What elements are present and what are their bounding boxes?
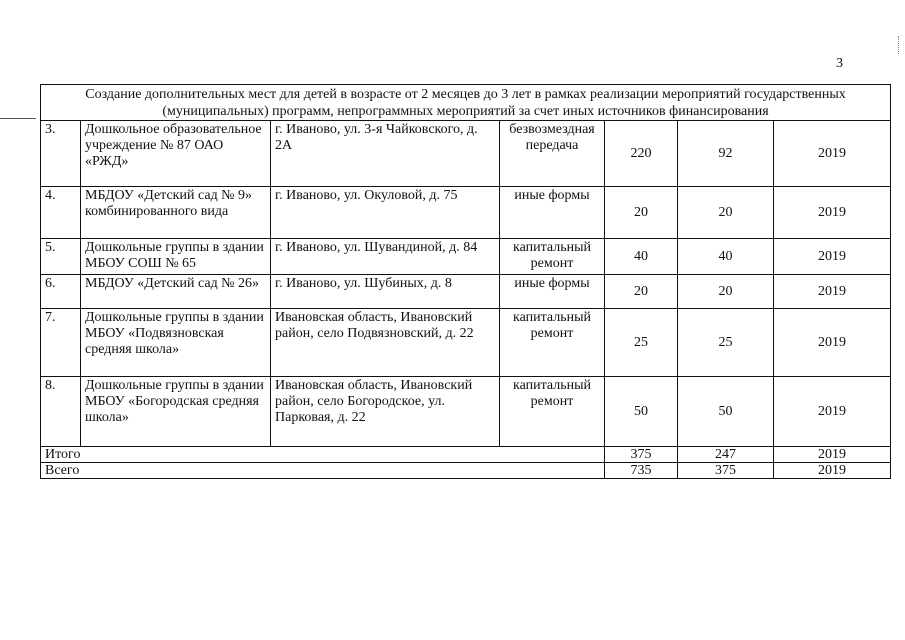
creation-form: иные формы (500, 187, 605, 239)
places-total: 220 (605, 121, 678, 187)
places-young: 40 (678, 239, 774, 275)
institution-name: Дошкольные группы в здании МБОУ «Богородская средняя школа» (81, 377, 271, 447)
margin-mark (0, 118, 36, 119)
row-number: 4. (41, 187, 81, 239)
table-row (41, 187, 891, 239)
total-year: 2019 (774, 463, 891, 479)
row-number: 5. (41, 239, 81, 275)
places-young: 50 (678, 377, 774, 447)
table-row (41, 377, 891, 447)
creation-form: капитальный ремонт (500, 309, 605, 377)
subtotal-year: 2019 (774, 447, 891, 463)
institution-address: г. Иваново, ул. Шувандиной, д. 84 (271, 239, 500, 275)
institution-address: г. Иваново, ул. Шубиных, д. 8 (271, 275, 500, 309)
places-young: 92 (678, 121, 774, 187)
places-young: 20 (678, 187, 774, 239)
institution-name: Дошкольные группы в здании МБОУ СОШ № 65 (81, 239, 271, 275)
total-row (41, 463, 891, 479)
creation-form: безвозмездная передача (500, 121, 605, 187)
year: 2019 (774, 121, 891, 187)
places-total: 25 (605, 309, 678, 377)
places-young: 20 (678, 275, 774, 309)
year: 2019 (774, 239, 891, 275)
total-places-total: 735 (605, 463, 678, 479)
table-row (41, 309, 891, 377)
institution-address: Ивановская область, Ивановский район, село Богородское, ул. Парковая, д. 22 (271, 377, 500, 447)
table-caption-row (41, 85, 891, 121)
institution-address: г. Иваново, ул. Окуловой, д. 75 (271, 187, 500, 239)
table-row (41, 239, 891, 275)
facilities-table (40, 84, 891, 479)
subtotal-row (41, 447, 891, 463)
subtotal-places-young: 247 (678, 447, 774, 463)
year: 2019 (774, 275, 891, 309)
total-places-young: 375 (678, 463, 774, 479)
places-total: 40 (605, 239, 678, 275)
year: 2019 (774, 377, 891, 447)
institution-name: МБДОУ «Детский сад № 9» комбинированного вида (81, 187, 271, 239)
creation-form: капитальный ремонт (500, 239, 605, 275)
creation-form: капитальный ремонт (500, 377, 605, 447)
page-number: 3 (836, 56, 843, 71)
table-row (41, 121, 891, 187)
row-number: 7. (41, 309, 81, 377)
creation-form: иные формы (500, 275, 605, 309)
places-total: 50 (605, 377, 678, 447)
institution-name: Дошкольное образовательное учреждение № 87 ОАО «РЖД» (81, 121, 271, 187)
subtotal-label: Итого (41, 447, 605, 463)
institution-address: Ивановская область, Ивановский район, село Подвязновский, д. 22 (271, 309, 500, 377)
row-number: 3. (41, 121, 81, 187)
row-number: 8. (41, 377, 81, 447)
table-caption: Создание дополнительных мест для детей в возрасте от 2 месяцев до 3 лет в рамках реализации мероприятий государственных (муниципальных) программ, непрограммных мероприятий за счет иных источников финансирования (41, 85, 891, 121)
total-label: Всего (41, 463, 605, 479)
institution-address: г. Иваново, ул. 3-я Чайковского, д. 2А (271, 121, 500, 187)
places-young: 25 (678, 309, 774, 377)
row-number: 6. (41, 275, 81, 309)
subtotal-places-total: 375 (605, 447, 678, 463)
places-total: 20 (605, 275, 678, 309)
year: 2019 (774, 187, 891, 239)
edge-mark (898, 36, 902, 54)
year: 2019 (774, 309, 891, 377)
institution-name: Дошкольные группы в здании МБОУ «Подвязновская средняя школа» (81, 309, 271, 377)
places-total: 20 (605, 187, 678, 239)
table-row (41, 275, 891, 309)
institution-name: МБДОУ «Детский сад № 26» (81, 275, 271, 309)
